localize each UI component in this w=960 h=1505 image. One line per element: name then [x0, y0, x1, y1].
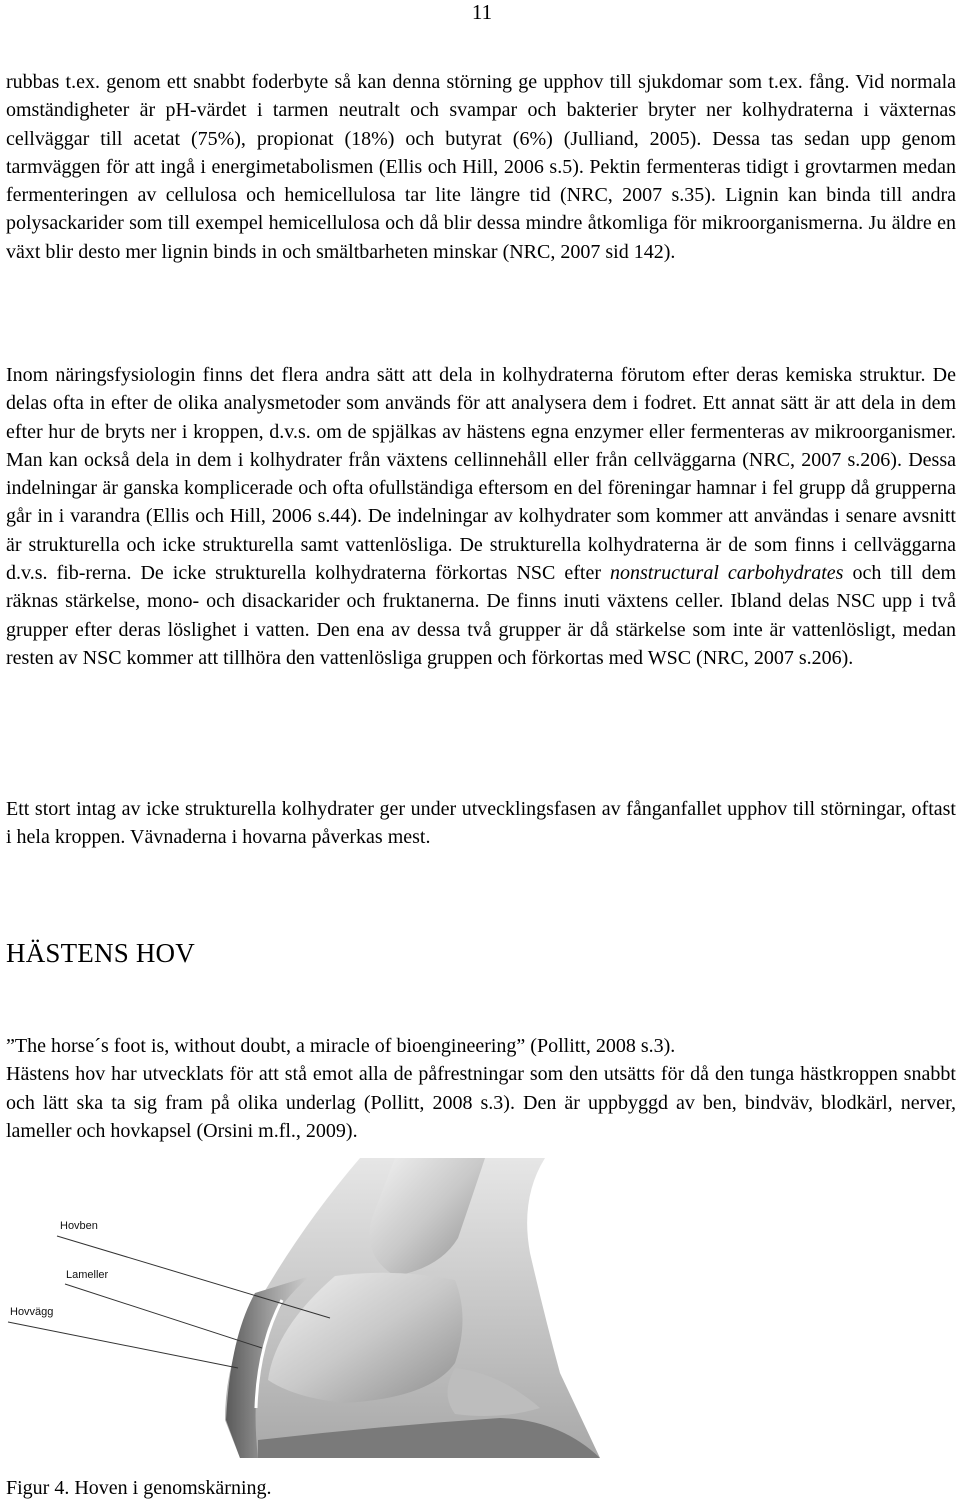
paragraph-text-part-b: och till dem räknas stärkelse, mono- och disackarider och fruktanerna. De finns inuti växtens celler. Ibland delas NSC upp i två grupper efter deras löslighet i vatten. Den ena av dessa två grupper är då stärkelse som inte är vattenlösligt, medan resten av NSC kommer att tillhöra den vattenlösliga gruppen och förkortas med WSC (NRC, 2007 s.206).: [6, 562, 957, 669]
figure-caption: Figur 4. Hoven i genomskärning.: [6, 1477, 272, 1499]
page-number: 11: [471, 0, 493, 24]
paragraph-hoof-intro: [6, 1032, 956, 1145]
paragraph-laminitis-intake: Ett stort intag av icke strukturella kolhydrater ger under utvecklingsfasen av fånganfallet upphov till störningar, oftast i hela kroppen. Vävnaderna i hovarna påverkas mest.: [6, 798, 956, 849]
paragraph-carbohydrate-fermentation: rubbas t.ex. genom ett snabbt foderbyte så kan denna störning ge upphov till sjukdomar som t.ex. fång. Vid normala omständigheter är pH-värdet i tarmen neutralt och svampar och bakterier bryter ner kolhydraterna i växternas cellväggar till acetat (75%), propionat (18%) och butyrat (6%) (Julliand, 2005). Dessa tas sedan upp genom tarmväggen för att ingå i energimetabolismen (Ellis och Hill, 2006 s.5). Pektin fermenteras tidigt i grovtarmen medan fermenteringen av cellulosa och hemicellulosa tar lite längre tid (NRC, 2007 s.35). Lignin kan binda till andra polysackarider som till exempel hemicellulosa och då blir dessa mindre åtkomliga för mikroorganismerna. Ju äldre en växt blir desto mer lignin binds in och smältbarheten minskar (NRC, 2007 sid 142).: [6, 71, 956, 263]
italic-term: nonstructural carbohydrates: [610, 562, 844, 585]
paragraph-carbohydrate-classification: [6, 361, 956, 672]
lameller-pointer: [65, 1284, 262, 1348]
label-hovben: Hovben: [60, 1220, 98, 1232]
paragraph-hoof-text: Hästens hov har utvecklats för att stå emot alla de påfrestningar som den utsätts för då den tunga hästkroppen snabbt och lätt ska ta sig fram på olika underlag (Pollitt, 2008 s.3). Den är uppbyggd av ben, bindväv, blodkärl, nerver, lameller och hovkapsel (Orsini m.fl., 2009).: [6, 1063, 956, 1142]
label-lameller: Lameller: [66, 1269, 109, 1281]
section-heading: HÄSTENS HOV: [6, 938, 195, 968]
pollitt-quote: ”The horse´s foot is, without doubt, a miracle of bioengineering” (Pollitt, 2008 s.3).: [6, 1035, 676, 1057]
hoof-cross-section-figure: [0, 1158, 960, 1478]
hoof-illustration: [0, 1158, 960, 1478]
paragraph-text-part-a: Inom näringsfysiologin finns det flera andra sätt att dela in kolhydraterna förutom efter deras kemiska struktur. De delas ofta in efter de olika analysmetoder som används för att analysera dem i fodret. Ett annat sätt är att dela in dem efter hur de bryts ner i kroppen, d.v.s. om de spjälkas av hästens egna enzymer eller fermenteras av mikroorganismer. Man kan också dela in dem i kolhydrater från växtens cellinnehåll eller från cellväggarna (NRC, 2007 s.206). Dessa indelningar är ganska komplicerade och ofta ofullständiga eftersom en del föreningar hamnar i fel grupp då grupperna går in i varandra (Ellis och Hill, 2006 s.44). De indelningar av kolhydrater som kommer att användas i senare avsnitt är strukturella och icke strukturella samt vattenlösliga. De strukturella kolhydraterna är de som finns i cellväggarna d.v.s. fib-rerna. De icke strukturella kolhydraterna förkortas NSC efter: [6, 364, 956, 585]
label-hovvagg: Hovvägg: [10, 1306, 54, 1318]
